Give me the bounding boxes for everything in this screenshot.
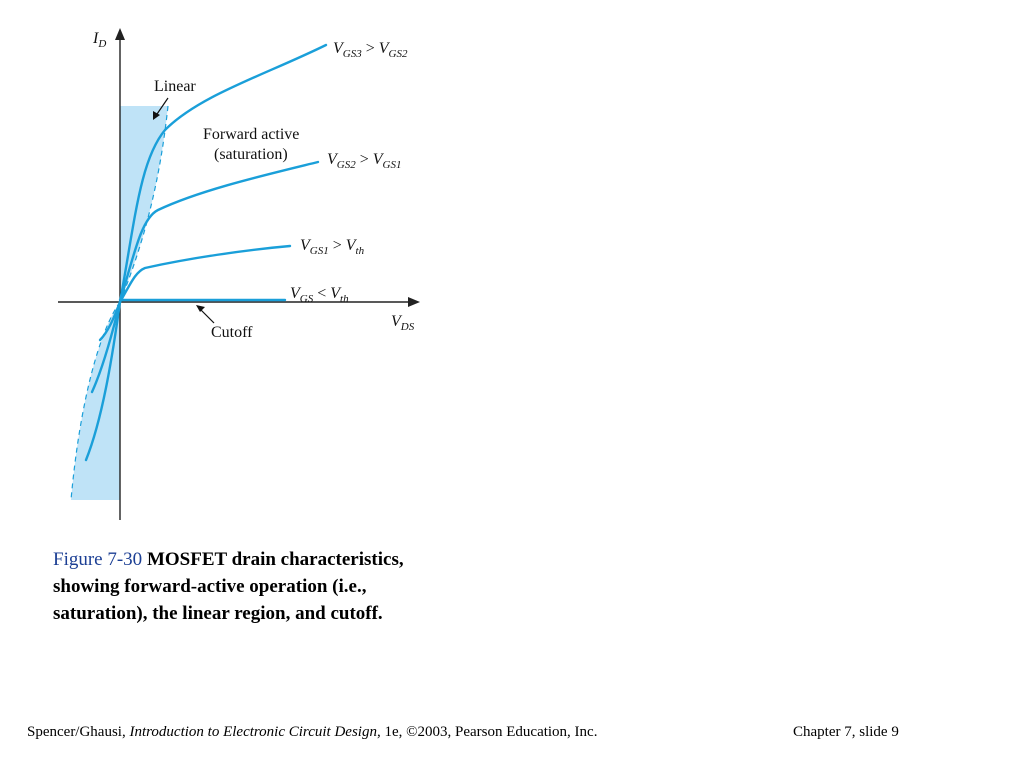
footer-citation (27, 724, 597, 741)
x-axis-arrow (408, 297, 420, 307)
y-axis-label: $I_D$ (93, 30, 107, 50)
curve-label-vgs3: $V_{GS3} > V_{GS2}$ (333, 40, 408, 60)
curve-label-vgs-below-threshold: $V_{GS} < V_{th}$ (290, 285, 349, 305)
forward-active-label-line2: (saturation) (214, 146, 288, 163)
cutoff-label: Cutoff (211, 324, 253, 341)
forward-active-label-line1: Forward active (203, 126, 300, 143)
figure-number: Figure 7-30 (53, 549, 143, 570)
footer-book-title: Introduction to Electronic Circuit Design (129, 724, 377, 740)
curve-vgs1 (120, 246, 290, 302)
curve-label-vgs2: $V_{GS2} > V_{GS1}$ (327, 151, 402, 171)
footer-authors: Spencer/Ghausi, (27, 724, 130, 740)
caption-text: MOSFET drain characteristics, showing forward-active operation (i.e., saturation), the linear region, and cutoff. (53, 549, 404, 624)
cutoff-pointer-line (200, 309, 214, 323)
x-axis-label: $V_{DS}$ (391, 313, 415, 333)
linear-region-label: Linear (154, 78, 196, 95)
curve-label-vgs1: $V_{GS1} > V_{th}$ (300, 237, 365, 257)
footer-slide-ref: Chapter 7, slide 9 (793, 724, 899, 740)
figure-caption (53, 546, 453, 627)
footer-edition-publisher: , 1e, ©2003, Pearson Education, Inc. (376, 724, 598, 740)
cutoff-pointer-head (196, 305, 205, 312)
y-axis-arrow (115, 28, 125, 40)
